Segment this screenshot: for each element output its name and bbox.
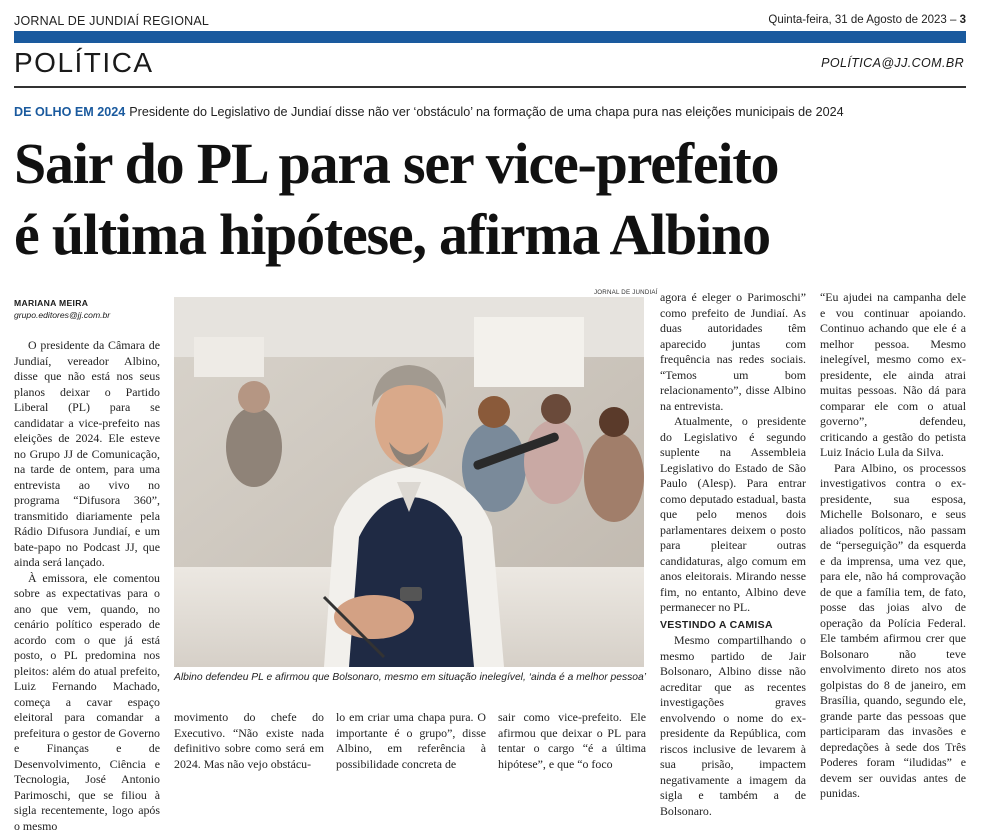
photo-illustration bbox=[174, 297, 644, 667]
photo-credit: JORNAL DE JUNDIAÍ bbox=[594, 289, 658, 296]
paragraph: Para Albino, os processos investigativos contra o ex-presidente, sua esposa, Michelle Bolsonaro, e seus aliados políticos, não passam de “perseguição” da esquerda e da imprensa, uma vez que, para ele, não há comprovação de que a família tem, de fato, posse das joias alvo de operação da Polícia Federal. Ele também afirmou crer que Bolsonaro não teve envolvimento direto nos atos golpistas do 8 de janeiro, em Brasília, quando, segundo ele, grande parte das pessoas que participaram das invasões e depredações à sede dos Três Poderes foram “iludidas” e devem ser ouvidas antes de punidas. bbox=[820, 461, 966, 802]
section-email[interactable]: POLÍTICA@JJ.COM.BR bbox=[821, 56, 964, 70]
byline bbox=[14, 298, 110, 320]
article-headline bbox=[14, 128, 974, 270]
section-title: POLÍTICA bbox=[14, 47, 154, 79]
article-column-4 bbox=[498, 710, 646, 772]
photo-caption: Albino defendeu PL e afirmou que Bolsonaro, mesmo em situação inelegível, ‘ainda é a melhor pessoa’ bbox=[174, 672, 644, 683]
author-name: MARIANA MEIRA bbox=[14, 298, 110, 308]
newspaper-name: JORNAL DE JUNDIAÍ REGIONAL bbox=[14, 14, 209, 28]
paragraph: Mesmo compartilhando o mesmo partido de Jair Bolsonaro, Albino disse não acreditar que as recentes investigações graves envolvendo o nome do ex-presidente da República, com riscos inclusive de levarem à sua prisão, impactem negativamente a imagem da sigla e também a de Bolsonaro. bbox=[660, 633, 806, 819]
article-column-6 bbox=[820, 290, 966, 802]
kicker-text: Presidente do Legislativo de Jundiaí disse não ver ‘obstáculo’ na formação de uma chapa pura nas eleições municipais de 2024 bbox=[129, 105, 843, 119]
paragraph: Atualmente, o presidente do Legislativo é segundo suplente na Assembleia Legislativo do Estado de São Paulo (Alesp). Para entrar como deputado estadual, basta que pelo menos dois parlamentares deixem o posto para pleitear outras candidaturas, algo comum em anos eleitorais. Mirando nesse fim, no entanto, Albino deve permanecer no PL. bbox=[660, 414, 806, 616]
paragraph: lo em criar uma chapa pura. O importante é o grupo”, disse Albino, em referência à possibilidade concreta de bbox=[336, 710, 486, 772]
section-divider bbox=[14, 86, 966, 88]
page-header bbox=[14, 12, 966, 30]
page-number: 3 bbox=[960, 14, 966, 26]
article-column-1 bbox=[14, 338, 160, 834]
kicker-tag: DE OLHO EM 2024 bbox=[14, 105, 125, 119]
paragraph: movimento do chefe do Executivo. “Não existe nada definitivo sobre como será em 2024. Mas não vejo obstácu- bbox=[174, 710, 324, 772]
article-column-5 bbox=[660, 290, 806, 819]
paragraph: agora é eleger o Parimoschi” como prefeito de Jundiaí. As duas autoridades têm aparecido juntas com frequência nas redes sociais. “Temos um bom relacionamento”, disse Albino na entrevista. bbox=[660, 290, 806, 414]
article-column-3 bbox=[336, 710, 486, 772]
headline-line-2: é última hipótese, afirma Albino bbox=[14, 199, 974, 270]
paragraph: “Eu ajudei na campanha dele e vou continuar apoiando. Continuo achando que ele é a melhor pessoa. Mesmo inelegível, mesmo como ex-presidente, ele ainda atrai muitas pessoas. Não dá para comparar ele com o atual governo”, defendeu, criticando a gestão do petista Luiz Inácio Lula da Silva. bbox=[820, 290, 966, 461]
header-color-bar bbox=[14, 31, 966, 43]
headline-line-1: Sair do PL para ser vice-prefeito bbox=[14, 128, 974, 199]
paragraph: sair como vice-prefeito. Ele afirmou que deixar o PL para tentar o cargo “é a última hipótese”, e que “o foco bbox=[498, 710, 646, 772]
article-kicker bbox=[14, 105, 974, 119]
author-email[interactable]: grupo.editores@jj.com.br bbox=[14, 310, 110, 320]
edition-date: Quinta-feira, 31 de Agosto de 2023 – 3 bbox=[768, 14, 966, 26]
subheading: VESTINDO A CAMISA bbox=[660, 618, 806, 634]
paragraph: O presidente da Câmara de Jundiaí, vereador Albino, disse que não está nos seus planos deixar o Partido Liberal (PL) para se candidatar a vice-prefeito nas eleições de 2024. Ele esteve no Grupo JJ de Comunicação, na tarde de ontem, para uma entrevista ao vivo no programa “Difusora 360”, transmitido diariamente pela Rádio Difusora Jundiaí, e um bate-papo no Podcast JJ, que ainda será lançado. bbox=[14, 338, 160, 571]
article-photo bbox=[174, 297, 644, 667]
paragraph: À emissora, ele comentou sobre as expectativas para o ano que vem, quando, no cenário político esperado de acordo com o que já está posto, o PL predomina nos pleitos: além do atual prefeito, Luiz Fernando Machado, começa a cavar espaço eleitoral para comandar a prefeitura o gestor de Governo e Finanças e de Desenvolvimento, Ciência e Tecnologia, José Antonio Parimoschi, que se filiou à sigla recentemente, logo após o mesmo bbox=[14, 571, 160, 834]
article-column-2 bbox=[174, 710, 324, 772]
